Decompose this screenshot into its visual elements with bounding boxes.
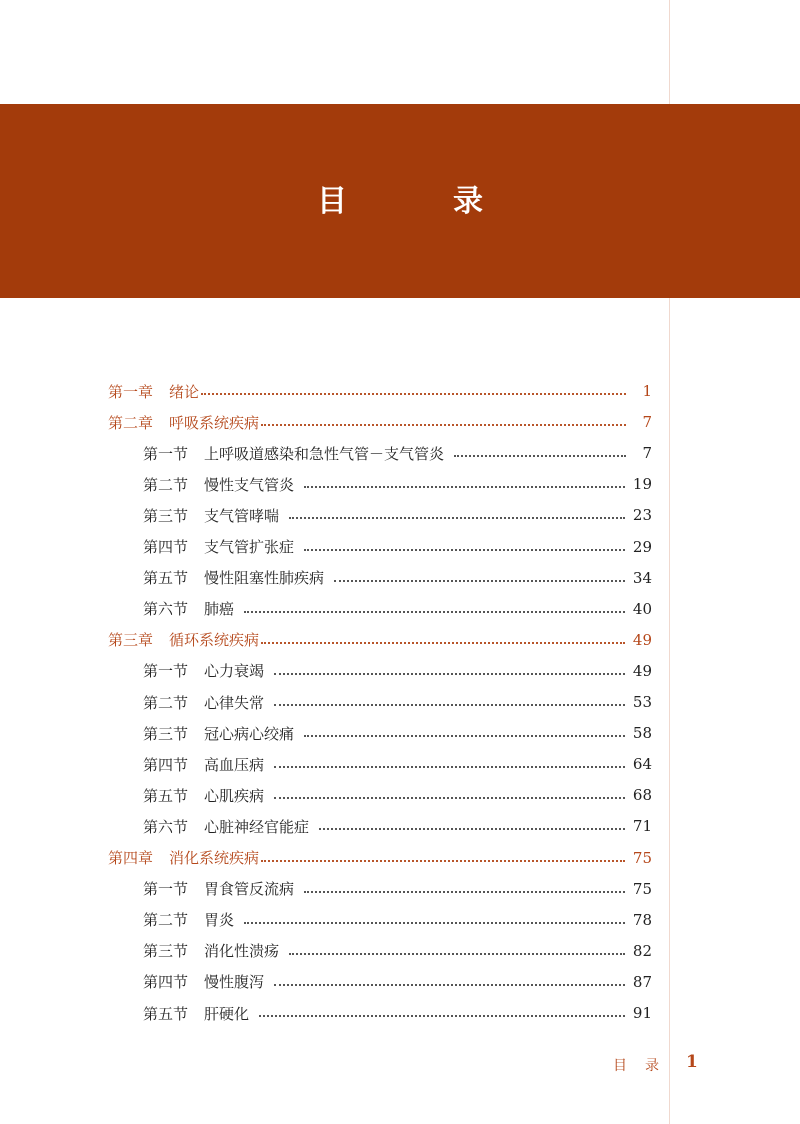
toc-entry-number: 第六节 xyxy=(143,817,189,836)
toc-entry-number: 第一节 xyxy=(143,444,189,463)
toc-entry-title: 支气管哮喘 xyxy=(204,506,280,525)
toc-dot-leader xyxy=(304,549,625,551)
toc-section-row[interactable] xyxy=(143,784,652,806)
toc-section-row[interactable] xyxy=(143,722,652,744)
toc-section-row[interactable] xyxy=(143,598,652,620)
toc-entry-number: 第三节 xyxy=(143,724,189,743)
toc-dot-leader xyxy=(289,517,625,519)
toc-entry-title: 心力衰竭 xyxy=(204,662,265,681)
toc-entry-page: 34 xyxy=(632,568,652,587)
toc-dot-leader xyxy=(261,642,625,644)
toc-dot-leader xyxy=(274,797,625,799)
toc-entry-page: 82 xyxy=(632,941,652,960)
toc-entry-number: 第一节 xyxy=(143,880,189,899)
toc-entry-number: 第五节 xyxy=(143,569,189,588)
toc-entry-page: 91 xyxy=(632,1004,652,1022)
toc-section-row[interactable] xyxy=(143,504,652,526)
toc-entry-title: 循环系统疾病 xyxy=(169,631,260,650)
toc-entry-title: 消化系统疾病 xyxy=(169,849,260,867)
toc-dot-leader xyxy=(244,611,625,613)
toc-entry-number: 第六节 xyxy=(143,600,189,619)
toc-entry-title: 冠心病心绞痛 xyxy=(204,724,295,743)
toc-entry-number: 第三节 xyxy=(143,942,189,961)
toc-entry-title: 慢性腹泻 xyxy=(204,973,265,992)
toc-entry-title: 肺癌 xyxy=(204,600,235,619)
toc-dot-leader xyxy=(259,1015,625,1017)
toc-entry-page: 78 xyxy=(632,910,652,929)
toc-dot-leader xyxy=(304,735,625,737)
toc-entry-page: 49 xyxy=(632,661,652,680)
toc-section-row[interactable] xyxy=(143,815,652,837)
toc-dot-leader xyxy=(274,673,625,675)
toc-entry-page: 23 xyxy=(632,506,652,525)
toc-entry-number: 第三章 xyxy=(108,631,154,650)
toc-entry-title: 绪论 xyxy=(169,382,200,401)
toc-entry-title: 高血压病 xyxy=(204,755,265,774)
title-banner xyxy=(0,104,800,298)
toc-entry-title: 胃炎 xyxy=(204,911,235,930)
toc-section-row[interactable] xyxy=(143,909,652,931)
toc-chapter-row[interactable] xyxy=(108,629,652,651)
toc-entry-page: 1 xyxy=(642,382,652,400)
toc-dot-leader xyxy=(261,860,625,862)
toc-dot-leader xyxy=(454,455,626,457)
toc-entry-title: 胃食管反流病 xyxy=(204,880,295,899)
toc-entry-page: 19 xyxy=(632,475,652,494)
toc-dot-leader xyxy=(289,953,625,955)
toc-entry-title: 心律失常 xyxy=(204,693,265,712)
toc-section-row[interactable] xyxy=(143,971,652,993)
toc-entry-title: 心肌疾病 xyxy=(204,786,265,805)
toc-dot-leader xyxy=(304,891,625,893)
toc-entry-page: 68 xyxy=(632,786,652,805)
toc-entry-title: 慢性支气管炎 xyxy=(204,475,295,494)
toc-section-row[interactable] xyxy=(143,473,652,495)
toc-entry-number: 第二节 xyxy=(143,475,189,494)
toc-chapter-row[interactable] xyxy=(108,411,652,433)
toc-entry-page: 71 xyxy=(632,817,652,836)
toc-dot-leader xyxy=(261,424,626,426)
toc-entry-page: 75 xyxy=(632,848,652,867)
toc-entry-number: 第一节 xyxy=(143,662,189,681)
toc-entry-number: 第二节 xyxy=(143,693,189,712)
toc-dot-leader xyxy=(274,984,625,986)
toc-entry-number: 第四节 xyxy=(143,755,189,774)
toc-dot-leader xyxy=(244,922,625,924)
toc-section-row[interactable] xyxy=(143,660,652,682)
toc-dot-leader xyxy=(334,580,625,582)
toc-entry-title: 消化性溃疡 xyxy=(204,942,280,961)
toc-dot-leader xyxy=(304,486,625,488)
toc-entry-page: 75 xyxy=(632,879,652,898)
toc-entry-title: 支气管扩张症 xyxy=(204,538,295,556)
toc-dot-leader xyxy=(274,766,625,768)
toc-entry-page: 40 xyxy=(632,599,652,618)
toc-entry-title: 肝硬化 xyxy=(204,1004,250,1023)
toc-entry-number: 第五节 xyxy=(143,1004,189,1023)
toc-entry-number: 第一章 xyxy=(108,382,154,401)
toc-entry-number: 第四节 xyxy=(143,973,189,992)
toc-entry-page: 7 xyxy=(642,413,652,432)
toc-dot-leader xyxy=(201,393,626,395)
footer-page-number: 1 xyxy=(686,1052,698,1072)
toc-entry-title: 呼吸系统疾病 xyxy=(169,413,260,432)
toc-entry-number: 第二节 xyxy=(143,911,189,930)
toc-entry-page: 53 xyxy=(632,693,652,711)
toc-entry-number: 第四节 xyxy=(143,538,189,556)
toc-section-row[interactable] xyxy=(143,1002,652,1024)
toc-entry-page: 49 xyxy=(632,630,652,649)
toc-section-row[interactable] xyxy=(143,567,652,589)
toc-entry-page: 29 xyxy=(632,537,652,556)
toc-entry-page: 64 xyxy=(632,755,652,774)
toc-entry-title: 上呼吸道感染和急性气管－支气管炎 xyxy=(204,444,445,463)
toc-section-row[interactable] xyxy=(143,878,652,900)
toc-entry-number: 第二章 xyxy=(108,413,154,432)
toc-entry-title: 心脏神经官能症 xyxy=(204,817,310,836)
toc-entry-number: 第五节 xyxy=(143,786,189,805)
toc-entry-page: 7 xyxy=(642,444,652,463)
toc-entry-page: 87 xyxy=(632,972,652,991)
toc-entry-page: 58 xyxy=(632,724,652,743)
toc-entry-title: 慢性阻塞性肺疾病 xyxy=(204,569,325,588)
toc-section-row[interactable] xyxy=(143,536,652,558)
toc-chapter-row[interactable] xyxy=(108,380,652,402)
page-title: 目 录 xyxy=(317,184,521,219)
toc-entry-number: 第四章 xyxy=(108,849,154,867)
toc-dot-leader xyxy=(274,704,625,706)
toc-dot-leader xyxy=(319,828,625,830)
footer-running-title: 目录 xyxy=(613,1058,677,1074)
toc-chapter-row[interactable] xyxy=(108,847,652,869)
toc-entry-number: 第三节 xyxy=(143,506,189,525)
toc-section-row[interactable] xyxy=(143,940,652,962)
toc-section-row[interactable] xyxy=(143,442,652,464)
toc-section-row[interactable] xyxy=(143,753,652,775)
toc-section-row[interactable] xyxy=(143,691,652,713)
